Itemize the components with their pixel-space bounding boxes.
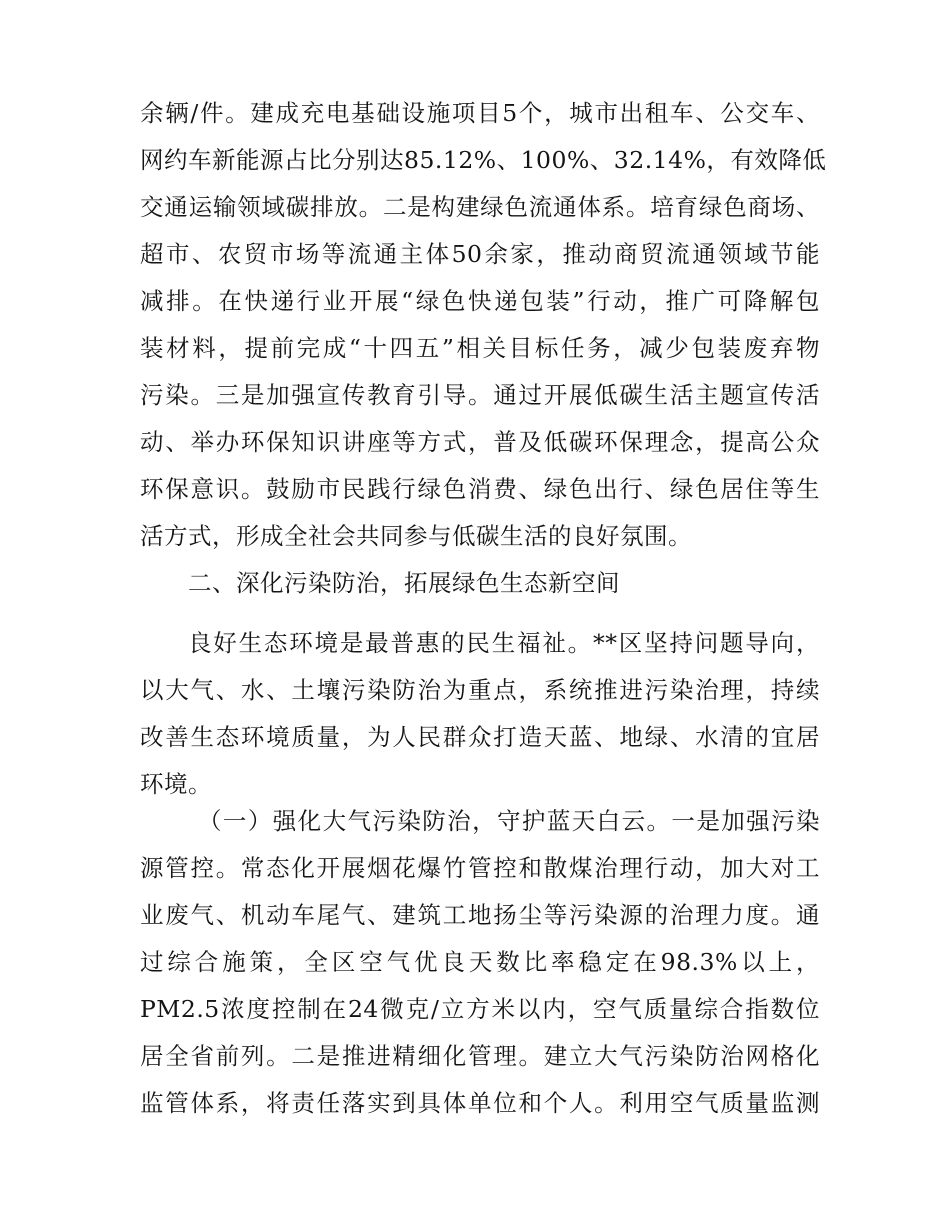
paragraph-line: 活方式，形成全社会共同参与低碳生活的良好氛围。 (140, 522, 692, 550)
paragraph-line: 超市、农贸市场等流通主体50余家，推动商贸流通领域节能 (140, 240, 820, 268)
paragraph-line: 业废气、机动车尾气、建筑工地扬尘等污染源的治理力度。通 (140, 901, 820, 929)
paragraph-line: 污染。三是加强宣传教育引导。通过开展低碳生活主题宣传活 (140, 381, 820, 409)
paragraph-line: PM2.5浓度控制在24微克/立方米以内，空气质量综合指数位 (140, 995, 820, 1023)
paragraph-line: 以大气、水、土壤污染防治为重点，系统推进污染治理，持续 (140, 676, 820, 704)
paragraph-line: 减排。在快递行业开展“绿色快递包装”行动，推广可降解包 (140, 287, 820, 315)
paragraph-line: 良好生态环境是最普惠的民生福祉。**区坚持问题导向， (188, 629, 820, 657)
section-heading: 二、深化污染防治，拓展绿色生态新空间 (188, 569, 620, 597)
paragraph-line: 余辆/件。建成充电基础设施项目5个，城市出租车、公交车、 (140, 99, 820, 127)
paragraph-line: 环境。 (140, 770, 212, 798)
paragraph-line: 过综合施策，全区空气优良天数比率稳定在98.3%以上， (140, 948, 820, 976)
paragraph-line: 监管体系，将责任落实到具体单位和个人。利用空气质量监测 (140, 1089, 820, 1117)
paragraph-line: 装材料，提前完成“十四五”相关目标任务，减少包装废弃物 (140, 334, 820, 362)
paragraph-line: 环保意识。鼓励市民践行绿色消费、绿色出行、绿色居住等生 (140, 475, 820, 503)
paragraph-line: 源管控。常态化开展烟花爆竹管控和散煤治理行动，加大对工 (140, 854, 820, 882)
subsection-line: （一）强化大气污染防治，守护蓝天白云。一是加强污染 (198, 807, 820, 835)
paragraph-line: 网约车新能源占比分别达85.12%、100%、32.14%，有效降低 (140, 146, 827, 174)
paragraph-line: 动、举办环保知识讲座等方式，普及低碳环保理念，提高公众 (140, 428, 820, 456)
paragraph-line: 改善生态环境质量，为人民群众打造天蓝、地绿、水清的宜居 (140, 723, 820, 751)
paragraph-line: 居全省前列。二是推进精细化管理。建立大气污染防治网格化 (140, 1042, 820, 1070)
paragraph-line: 交通运输领域碳排放。二是构建绿色流通体系。培育绿色商场、 (140, 193, 820, 221)
